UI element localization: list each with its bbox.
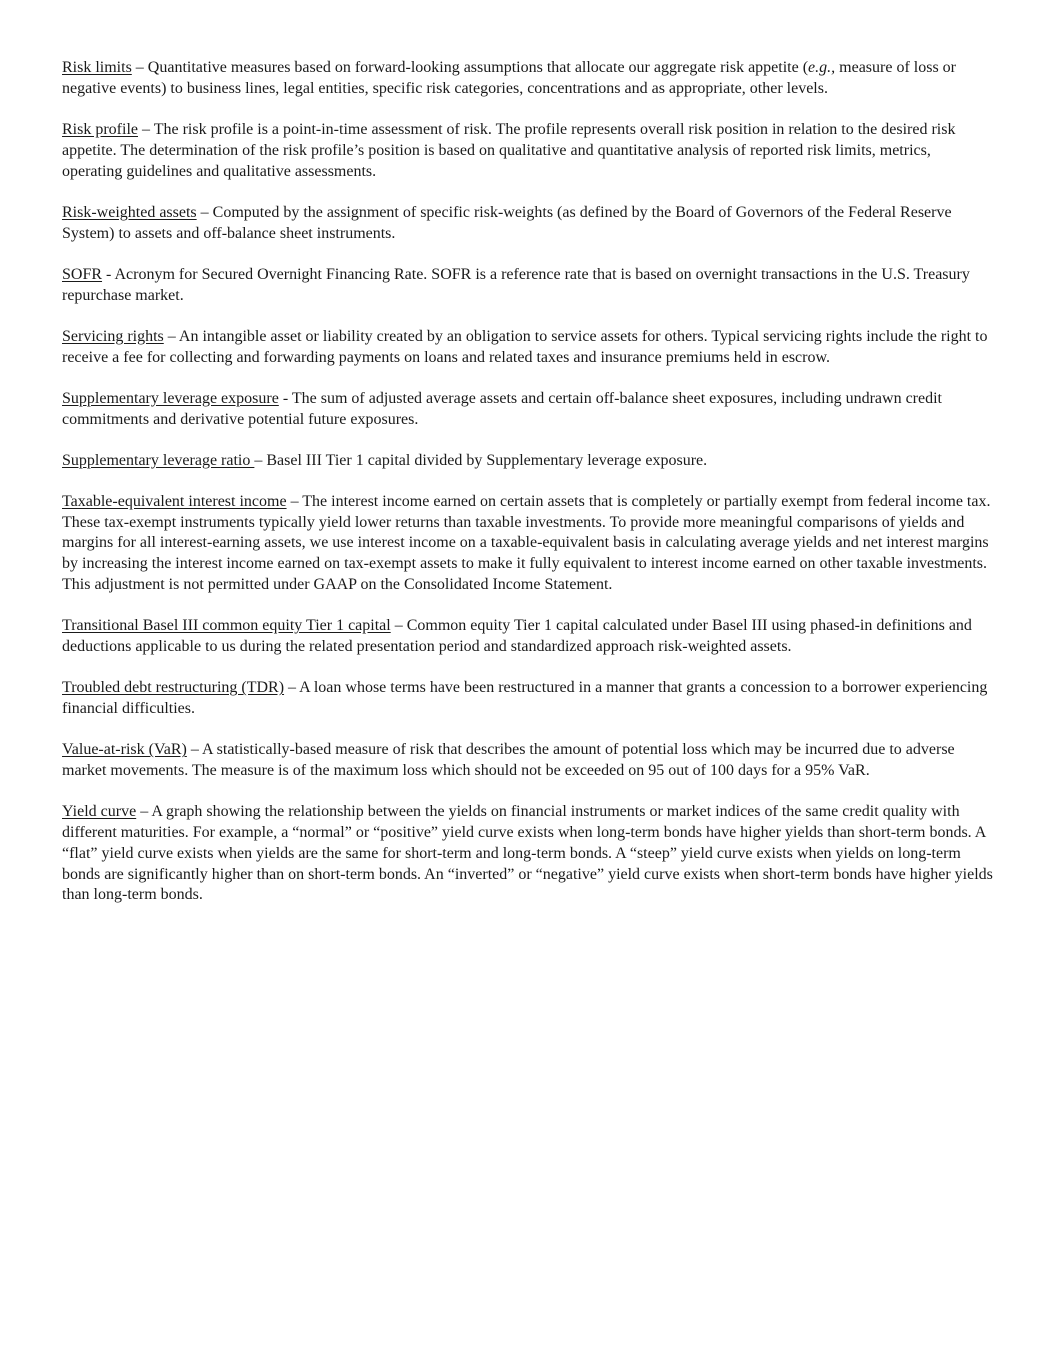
glossary-definition: measure of loss or negative events) to business lines, legal entities, specific risk categories, concentrations and as appropriate, other levels. (62, 59, 956, 97)
glossary-entry-risk-limits (62, 58, 994, 100)
glossary-term: Troubled debt restructuring (TDR) (62, 679, 285, 697)
glossary-term: Risk profile (62, 120, 138, 138)
glossary-entry-troubled-debt-restructuring (62, 678, 994, 720)
glossary-definition: Acronym for Secured Overnight Financing Rate. SOFR is a reference rate that is based on overnight transactions in the U.S. Treasury repurchase market. (62, 265, 970, 304)
glossary-definition-emphasis: e.g., (808, 59, 836, 76)
glossary-definition: Computed by the assignment of specific risk-weights (as defined by the Board of Governors of the Federal Reserve System) to assets and off-balance sheet instruments. (62, 203, 952, 242)
glossary-definition: Basel III Tier 1 capital divided by Supplementary leverage exposure. (266, 451, 708, 469)
glossary-entry-supplementary-leverage-ratio (62, 451, 994, 472)
glossary-term: Transitional Basel III common equity Tier 1 capital (62, 617, 391, 635)
glossary-entry-sofr (62, 265, 994, 307)
glossary-definition: Quantitative measures based on forward-looking assumptions that allocate our aggregate risk appetite ( (147, 59, 809, 76)
glossary-section (62, 58, 994, 927)
glossary-term: Yield curve (62, 803, 137, 821)
glossary-term: Risk limits (62, 59, 132, 76)
glossary-term: Taxable-equivalent interest income (62, 492, 287, 510)
glossary-definition: The risk profile is a point-in-time assessment of risk. The profile represents overall risk position in relation to the desired risk appetite. The determination of the risk profile’s position is based on qualitative and quantitative analysis of reported risk limits, metrics, operating guidelines and qualitative assessments. (62, 120, 956, 180)
term-separator: – (136, 803, 152, 821)
term-separator: – (186, 741, 202, 759)
glossary-entry-yield-curve (62, 802, 994, 906)
glossary-term: SOFR (62, 265, 103, 283)
glossary-entry-risk-profile (62, 120, 994, 182)
term-separator: – (390, 617, 407, 635)
term-separator: - (102, 265, 115, 283)
term-separator: – (163, 327, 179, 345)
term-separator: – (284, 679, 300, 697)
glossary-entry-servicing-rights (62, 327, 994, 369)
glossary-term: Servicing rights (62, 327, 164, 345)
glossary-definition: A statistically-based measure of risk that describes the amount of potential loss which may be incurred due to adverse market movements. The measure is of the maximum loss which should not be exceeded on 95 out of 100 days for a 95% VaR. (62, 741, 955, 780)
glossary-definition: The sum of adjusted average assets and certain off-balance sheet exposures, including undrawn credit commitments and derivative potential future exposures. (62, 389, 942, 428)
glossary-term: Supplementary leverage ratio (62, 451, 255, 469)
glossary-definition: An intangible asset or liability created by an obligation to service assets for others. Typical servicing rights include the right to receive a fee for collecting and forwarding payments on loans and related taxes and insurance premiums held in escrow. (62, 327, 988, 366)
glossary-definition: The interest income earned on certain assets that is completely or partially exempt from federal income tax. These tax-exempt instruments typically yield lower returns than taxable investments. To provide more meaningful comparisons of yields and margins for all interest-earning assets, we use interest income on a taxable-equivalent basis in calculating average yields and net interest margins by increasing the interest income earned on tax-exempt assets to make it fully equivalent to interest income earned on other taxable investments. This adjustment is not permitted under GAAP on the Consolidated Income Statement. (62, 492, 991, 594)
glossary-definition: A loan whose terms have been restructured in a manner that grants a concession to a borrower experiencing financial difficulties. (62, 679, 988, 718)
term-separator: - (278, 389, 292, 407)
glossary-definition: Common equity Tier 1 capital calculated under Basel III using phased-in definitions and deductions applicable to us during the related presentation period and standardized approach risk-weighted assets. (62, 617, 972, 656)
term-separator: – (286, 492, 303, 510)
glossary-term: Risk-weighted assets (62, 203, 197, 221)
glossary-term: Value-at-risk (VaR) (62, 741, 187, 759)
glossary-entry-transitional-basel-iii-cet1 (62, 616, 994, 658)
glossary-entry-risk-weighted-assets (62, 203, 994, 245)
term-separator: – (254, 451, 267, 469)
glossary-entry-supplementary-leverage-exposure (62, 389, 994, 431)
glossary-term: Supplementary leverage exposure (62, 389, 279, 407)
term-separator: – (196, 203, 213, 221)
glossary-entry-value-at-risk (62, 740, 994, 782)
glossary-definition: A graph showing the relationship between the yields on financial instruments or market indices of the same credit quality with different maturities. For example, a “normal” or “positive” yield curve exists when long-term bonds have higher yields than short-term bonds. A “flat” yield curve exists when yields are the same for short-term and long-term bonds. A “steep” yield curve exists when yields on long-term bonds are significantly higher than on short-term bonds. An “inverted” or “negative” yield curve exists when short-term bonds have higher yields than long-term bonds. (62, 803, 993, 904)
glossary-entry-taxable-equivalent-interest-income (62, 492, 994, 596)
term-separator: – (131, 59, 148, 76)
term-separator: – (138, 120, 154, 138)
